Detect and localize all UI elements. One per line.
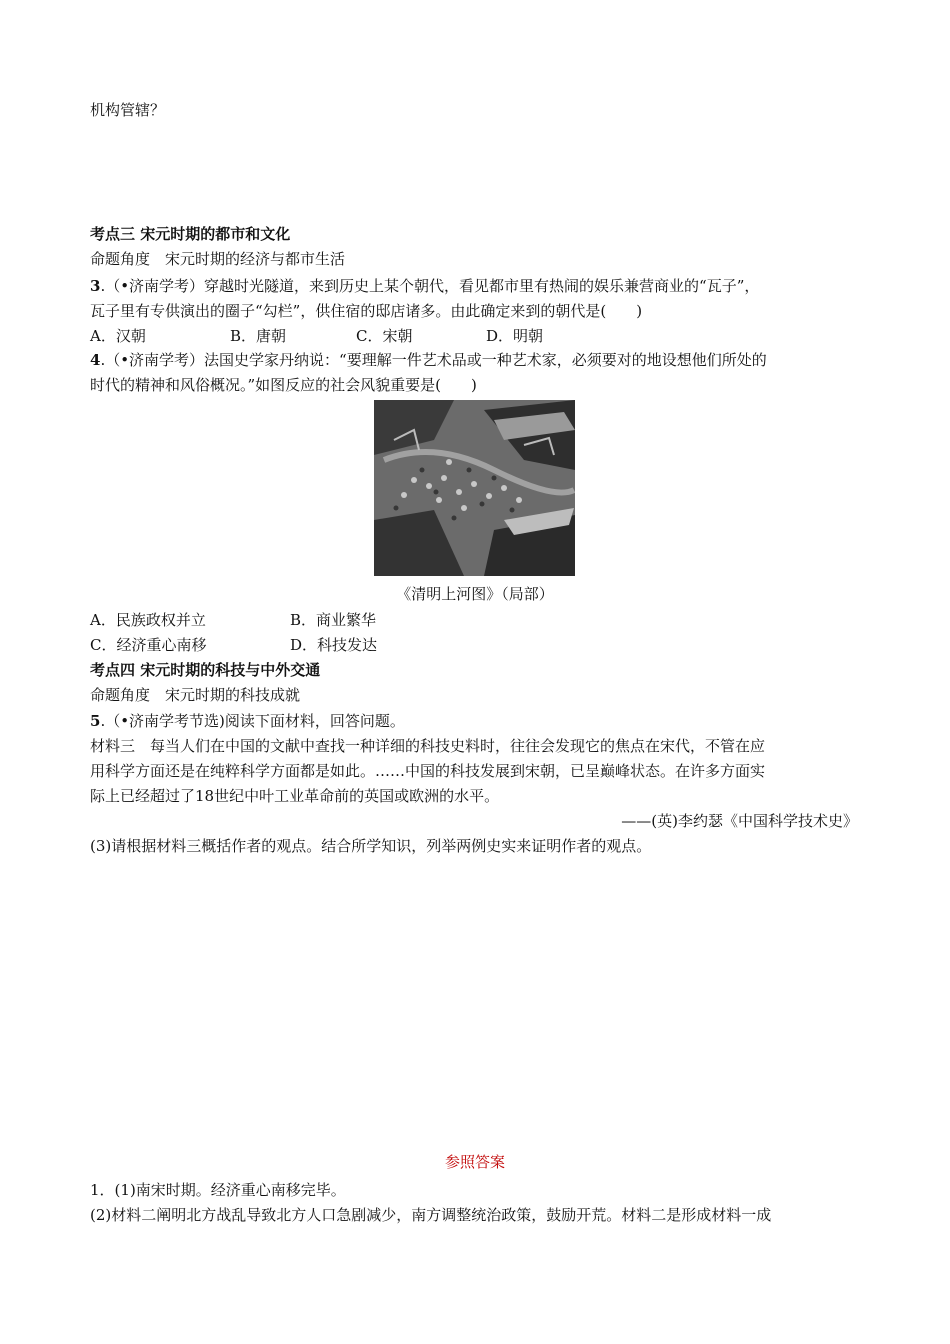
question-4-line-1	[90, 350, 767, 370]
question-4-options-row-1	[90, 610, 376, 630]
option-b: B．商业繁华	[290, 611, 377, 629]
section-title-4: 考点四 宋元时期的科技与中外交通	[90, 661, 321, 679]
option-a: A．汉朝	[90, 327, 146, 345]
material-3-line-1: 材料三 每当人们在中国的文献中查找一种详细的科技史料时，往往会发现它的焦点在宋代，不管在应	[90, 737, 766, 755]
question-3-line-1	[90, 276, 759, 296]
question-4-line-2: 时代的精神和风俗概况。”如图反应的社会风貌重要是( )	[90, 376, 477, 394]
figure-caption: 《清明上河图》（局部）	[396, 585, 554, 603]
qingming-painting-image	[374, 400, 575, 576]
option-c: C．经济重心南移	[90, 636, 207, 654]
material-source: ——(英)李约瑟《中国科学技术史》	[621, 812, 858, 830]
question-5-text-1: .（•济南学考节选)阅读下面材料，回答问题。	[100, 712, 405, 730]
question-fragment: 机构管辖？	[90, 101, 166, 119]
option-c: C．宋朝	[356, 327, 413, 345]
question-5-number: 5	[90, 712, 101, 730]
question-3-text-1: .（•济南学考）穿越时光隧道，来到历史上某个朝代，看见都市里有热闹的娱乐兼营商业的“瓦子”，	[100, 277, 760, 295]
question-3-options	[90, 326, 543, 346]
answers-heading: 参照答案	[444, 1153, 505, 1171]
option-d: D．明朝	[486, 327, 544, 345]
question-3-line-2: 瓦子里有专供演出的圈子“勾栏”，供住宿的邸店诸多。由此确定来到的朝代是( )	[90, 302, 643, 320]
question-4-number: 4	[90, 351, 101, 369]
question-3-number: 3	[90, 277, 101, 295]
question-4-options-row-2	[90, 635, 377, 655]
question-5-sub-3: (3)请根据材料三概括作者的观点。结合所学知识，列举两例史实来证明作者的观点。	[90, 837, 652, 855]
option-b: B．唐朝	[230, 327, 287, 345]
option-d: D．科技发达	[290, 636, 378, 654]
answer-1-part-1: 1．(1)南宋时期。经济重心南移完毕。	[90, 1181, 346, 1199]
section-title-3: 考点三 宋元时期的都市和文化	[90, 225, 291, 243]
painting-illustration	[374, 400, 575, 576]
question-5-line-1	[90, 711, 405, 731]
question-4-text-1: .（•济南学考）法国史学家丹纳说：“要理解一件艺术品或一种艺术家，必须要对的地设想他们所处的	[100, 351, 767, 369]
material-3-line-2: 用科学方面还是在纯粹科学方面都是如此。……中国的科技发展到宋朝，已呈巅峰状态。在许多方面实	[90, 762, 766, 780]
section-angle-3: 命题角度 宋元时期的经济与都市生活	[90, 250, 346, 268]
material-3-line-3: 际上已经超过了18世纪中叶工业革命前的英国或欧洲的水平。	[90, 787, 500, 805]
answer-1-part-2: (2)材料二阐明北方战乱导致北方人口急剧减少，南方调整统治政策，鼓励开荒。材料二是形成材料一成	[90, 1206, 772, 1224]
section-angle-4: 命题角度 宋元时期的科技成就	[90, 686, 301, 704]
option-a: A．民族政权并立	[90, 611, 206, 629]
